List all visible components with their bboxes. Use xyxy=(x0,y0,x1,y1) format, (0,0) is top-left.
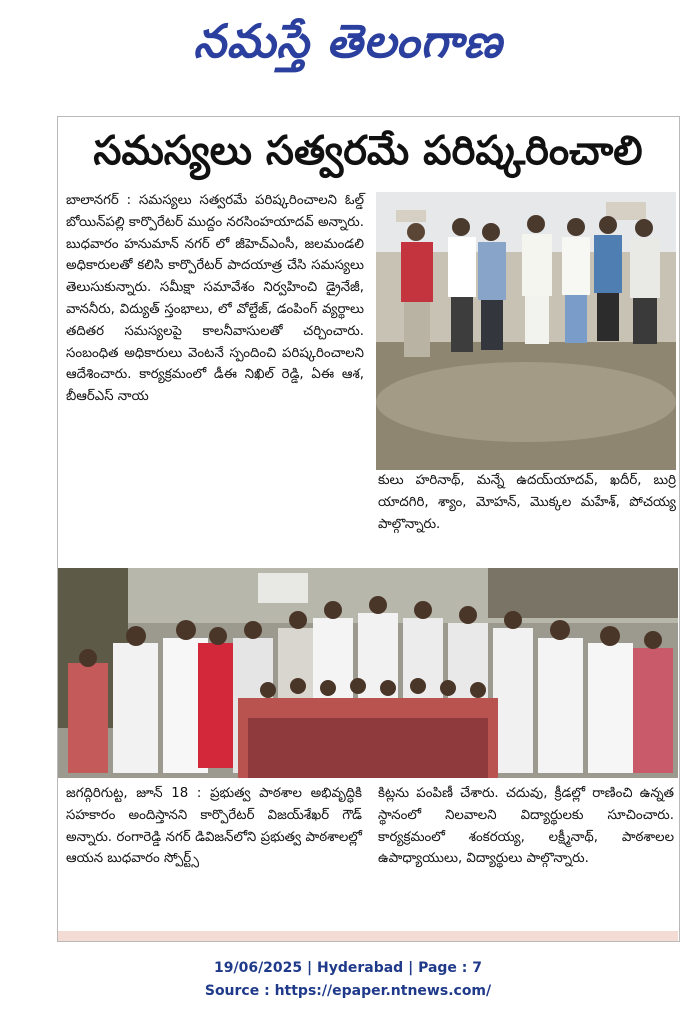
article1-body-left-text: బాలానగర్ : సమస్యలు సత్వరమే పరిష్కరించాలని ఓల్డ్ బోయిన్‌పల్లి కార్పొరేటర్ ముద్దం నరసింహయాదవ్ అన్నారు. బుధవారం హనుమాన్ నగర్ లో జీహెచ్ఎంసీ, జలమండలి అధికారులతో కలిసి కార్పొరేటర్ పాదయాత్ర చేసి సమస్యలు తెలుసుకున్నారు. సమీక్షా సమావేశం నిర్వహించి డ్రైనేజీ, వాననీరు, విద్యుత్ స్తంభాలు, లో వోల్టేజ్, డంపింగ్ వ్యర్థాలు తదితర సమస్యలపై కాలనీవాసులతో చర్చించారు. సంబంధిత అధికారులు వెంటనే స్పందించి పరిష్కరించాలని ఆదేశించారు. కార్యక్రమంలో డీఈ నిఖిల్ రెడ్డి, ఏఈ ఆశ, బీఆర్ఎస్ నాయ xyxy=(66,193,364,405)
article2-body-right-text: కిట్లను పంపిణీ చేశారు. చదువు, క్రీడల్లో రాణించి ఉన్నత స్థానంలో నిలవాలని విద్యార్థులకు సూచించారు. కార్యక్రమంలో శంకరయ్య, లక్ష్మీనాథ్, పాఠశాలల ఉపాధ్యాయులు, విద్యార్థులు పాల్గొన్నారు. xyxy=(378,786,674,867)
newspaper-masthead xyxy=(0,6,696,76)
article2-photo-image xyxy=(58,568,678,778)
article1-body-right xyxy=(378,470,676,554)
article2-body-right xyxy=(378,783,674,921)
footer-source: Source : https://epaper.ntnews.com/ xyxy=(204,983,492,999)
article-headline: సమస్యలు సత్వరమే పరిష్కరించాలి xyxy=(93,128,643,174)
footer-dateline: 19/06/2025 | Hyderabad | Page : 7 xyxy=(213,960,483,976)
footer-band xyxy=(58,931,678,941)
article1-photo-image xyxy=(376,192,676,470)
article1-body-left xyxy=(66,190,364,552)
article2-photo xyxy=(58,568,678,778)
article1-photo xyxy=(376,192,676,470)
article1-body-right-text: కులు హరినాథ్, మన్నే ఉదయ్‌యాదవ్, ఖదీర్, బుర్రి యాదగిరి, శ్యాం, మోహన్, మొక్కల మహేశ్, పోచయ్య పాల్గొన్నారు. xyxy=(378,473,676,532)
masthead-title: నమస్తే తెలంగాణ xyxy=(193,14,503,68)
article2-body-left-text: జగద్గిరిగుట్ట, జూన్ 18 : ప్రభుత్వ పాఠశాల అభివృద్ధికి సహకారం అందిస్తానని కార్పొరేటర్ విజయ్‌శేఖర్ గౌడ్ అన్నారు. రంగారెడ్డి నగర్ డివిజన్‌లోని ప్రభుత్వ పాఠశాలల్లో ఆయన బుధవారం స్పోర్ట్స్ xyxy=(66,786,362,867)
article2-body-left xyxy=(66,783,362,921)
